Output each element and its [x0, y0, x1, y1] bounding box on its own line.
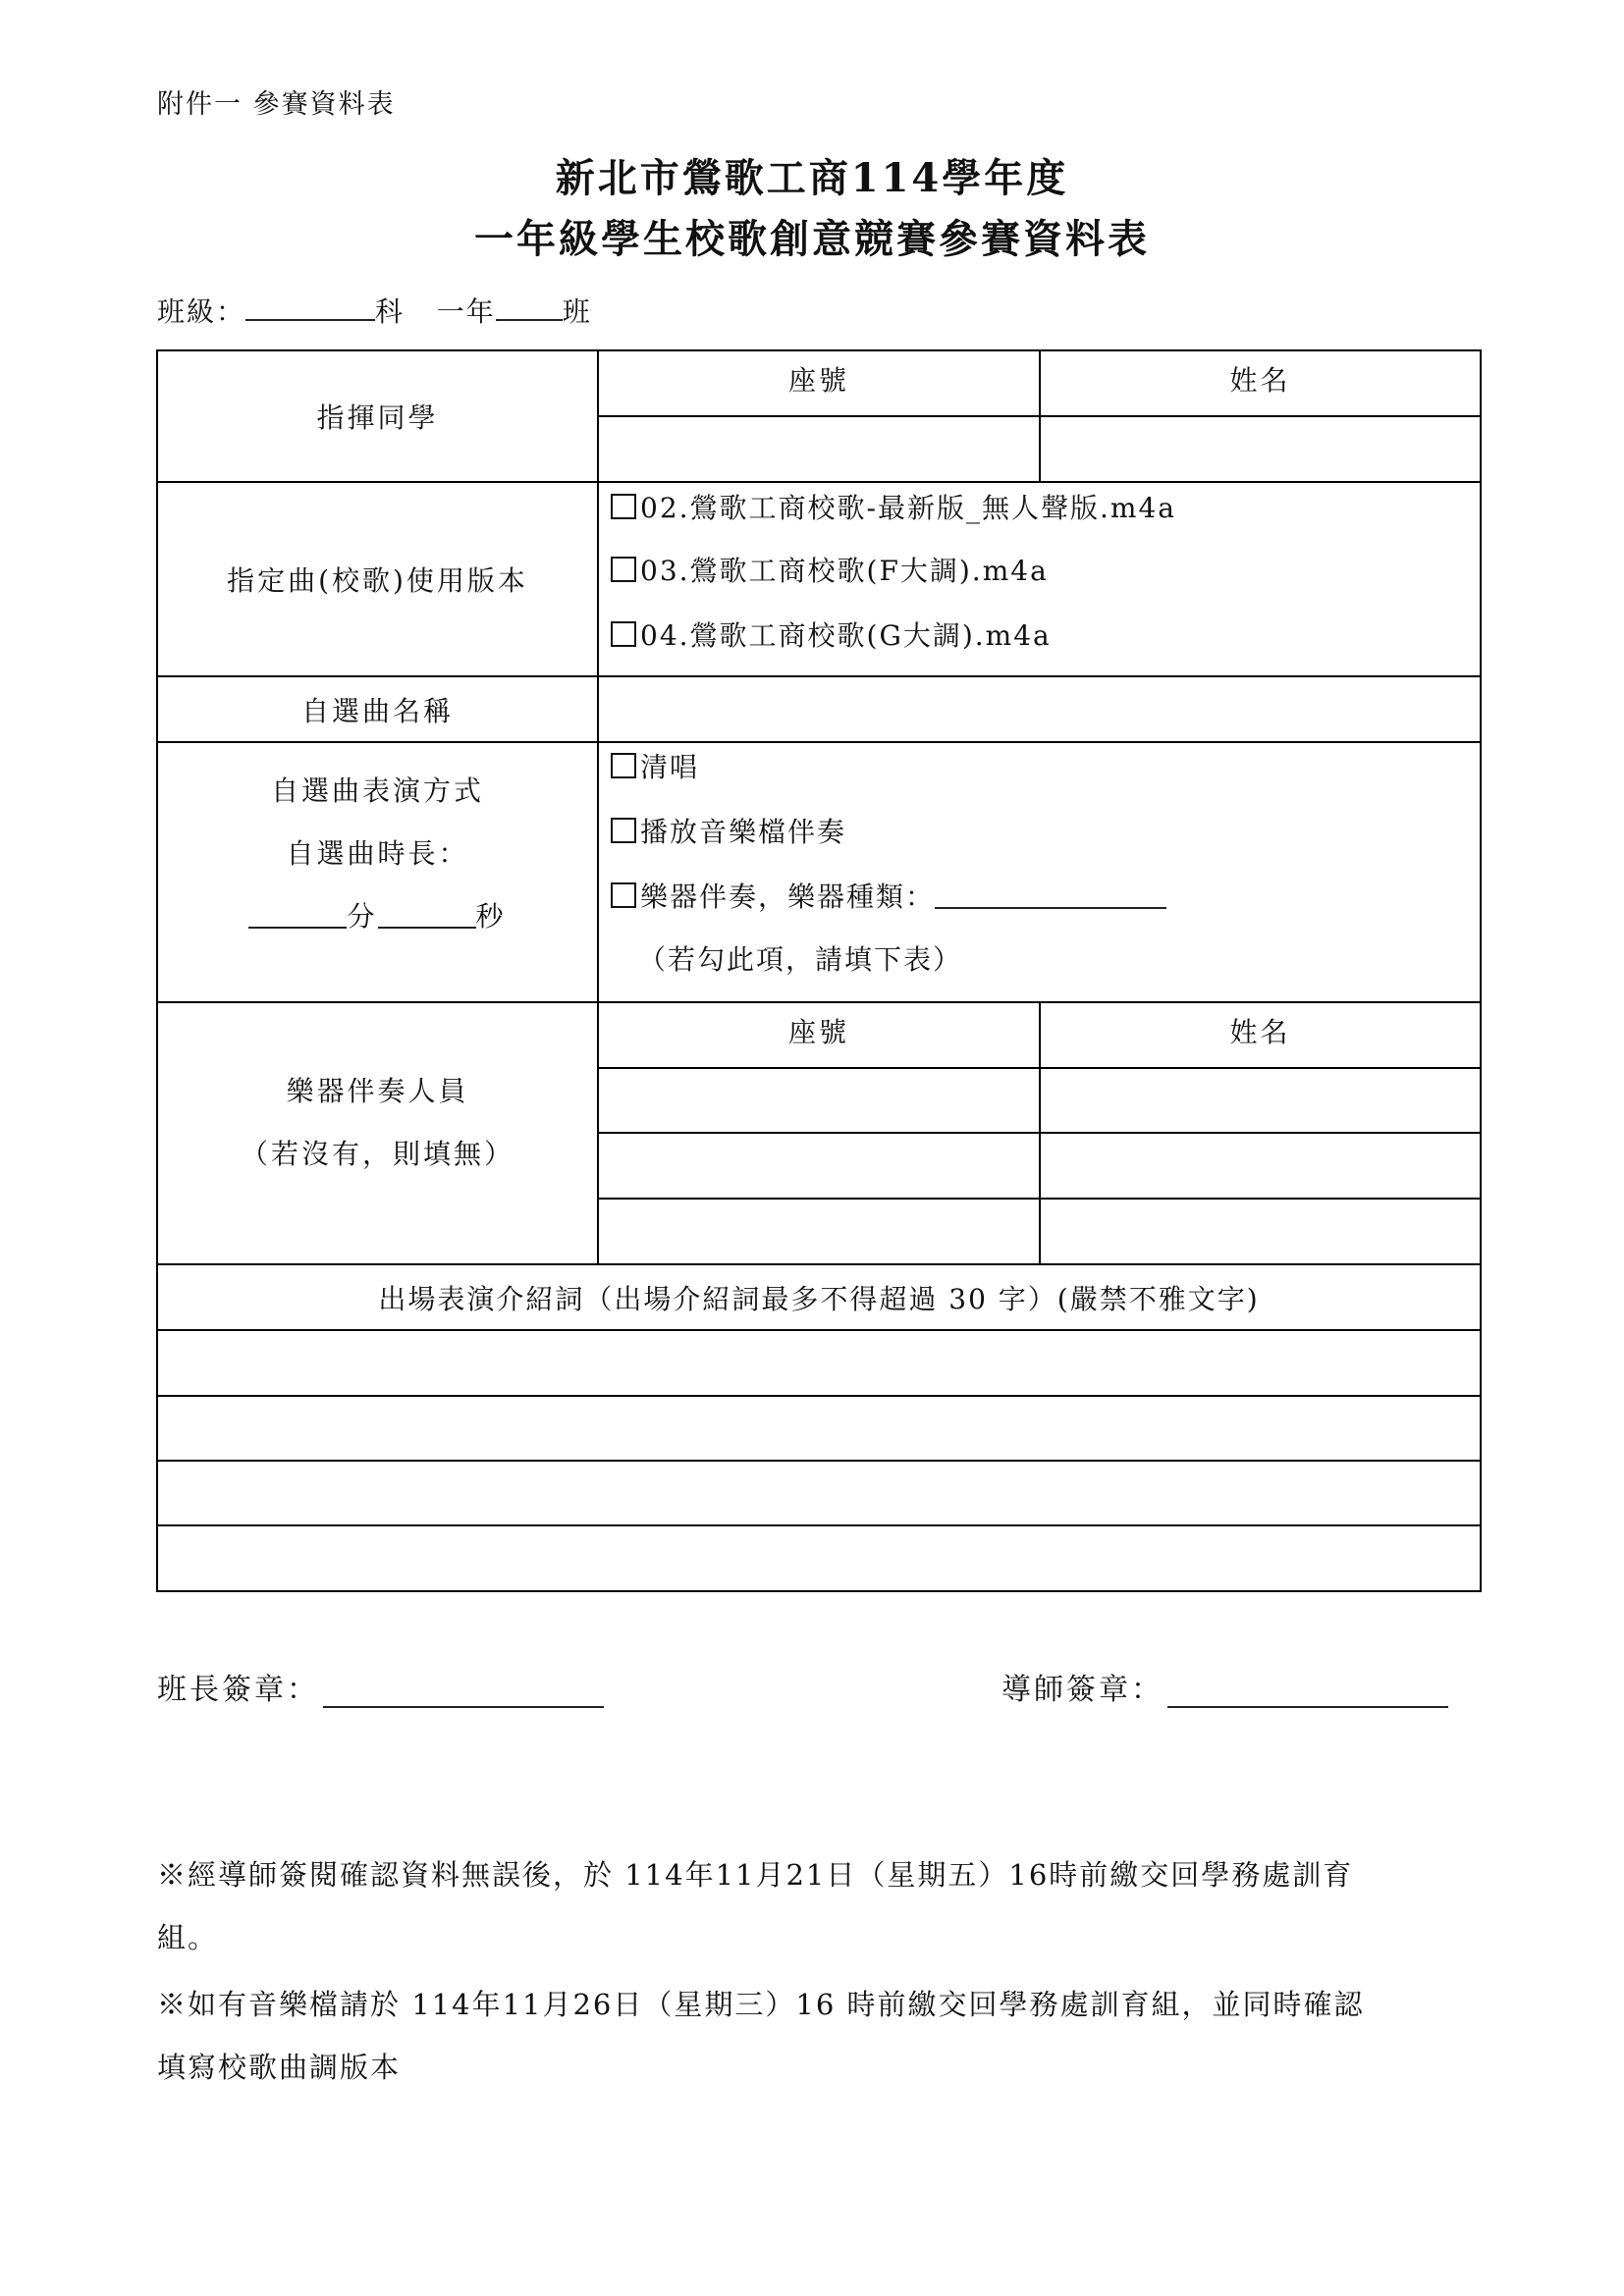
- checkbox-icon[interactable]: [611, 818, 636, 843]
- dept-blank[interactable]: [245, 294, 375, 321]
- performance-option-music-file-label: 播放音樂檔伴奏: [640, 816, 847, 848]
- version-option-03[interactable]: [611, 550, 1049, 589]
- note-1-line-2: 組。: [157, 1921, 219, 1954]
- accompanist-name-input-3[interactable]: [1041, 1200, 1480, 1263]
- performance-option-instrument-label: 樂器伴奏，樂器種類：: [640, 881, 936, 913]
- accompanist-note: （若沒有，則填無）: [240, 1138, 514, 1170]
- intro-input-4[interactable]: [158, 1526, 1480, 1590]
- performance-option-a-cappella-label: 清唱: [640, 751, 700, 783]
- checkbox-icon[interactable]: [611, 494, 636, 519]
- accompanist-name-input-2[interactable]: [1041, 1134, 1480, 1198]
- monitor-signature-blank[interactable]: [323, 1681, 604, 1708]
- duration-min-label: 分: [347, 900, 378, 933]
- table-border-bottom: [156, 1590, 1482, 1592]
- teacher-signature-blank[interactable]: [1167, 1681, 1448, 1708]
- checkbox-icon[interactable]: [611, 621, 636, 647]
- performance-option-a-cappella[interactable]: [611, 746, 699, 785]
- grade-label: 一年: [436, 295, 496, 328]
- intro-header: 出場表演介紹詞（出場介紹詞最多不得超過 30 字）(嚴禁不雅文字): [378, 1282, 1260, 1315]
- conductor-name-header: 姓名: [1229, 364, 1291, 397]
- class-suffix: 班: [562, 295, 592, 328]
- accompanist-seat-input-2[interactable]: [599, 1134, 1039, 1198]
- class-line: [157, 291, 592, 330]
- note-1-line-1: ※經導師簽閱確認資料無誤後，於 114年11月21日（星期五）16時前繳交回學務處訓育: [157, 1858, 1354, 1892]
- duration-label: 自選曲時長：: [286, 837, 469, 870]
- version-option-04[interactable]: [611, 614, 1052, 654]
- intro-input-1[interactable]: [158, 1331, 1480, 1395]
- monitor-signature-label: 班長簽章：: [157, 1673, 319, 1707]
- dept-suffix: 科: [375, 295, 406, 328]
- conductor-seat-input[interactable]: [599, 417, 1039, 481]
- conductor-name-input[interactable]: [1041, 417, 1480, 481]
- title-line-1: 新北市鶯歌工商114學年度: [555, 155, 1069, 201]
- duration-sec-label: 秒: [475, 900, 507, 933]
- accompanist-seat-input-3[interactable]: [599, 1200, 1039, 1263]
- duration-seconds-blank[interactable]: [378, 901, 476, 929]
- class-blank[interactable]: [496, 294, 563, 321]
- performance-option-music-file[interactable]: [611, 811, 846, 850]
- duration-minutes-blank[interactable]: [248, 901, 347, 929]
- instrument-type-blank[interactable]: [935, 881, 1166, 909]
- conductor-seat-header: 座號: [787, 364, 849, 397]
- conductor-label: 指揮同學: [316, 401, 439, 434]
- annex-label: 附件一 參賽資料表: [157, 89, 396, 120]
- class-label: 班級：: [157, 295, 246, 328]
- accompanist-seat-input-1[interactable]: [599, 1069, 1039, 1132]
- teacher-signature: [1001, 1665, 1448, 1708]
- accompanist-name-input-1[interactable]: [1041, 1069, 1480, 1132]
- note-2-line-1: ※如有音樂檔請於 114年11月26日（星期三）16 時前繳交回學務處訓育組，並同時確認: [157, 1988, 1365, 2021]
- table-border-right: [1480, 349, 1482, 1592]
- performance-label: 自選曲表演方式: [270, 774, 484, 807]
- duration-fields: [158, 893, 597, 936]
- intro-input-2[interactable]: [158, 1397, 1480, 1460]
- accompanist-name-header: 姓名: [1229, 1016, 1291, 1048]
- free-song-name-input[interactable]: [599, 677, 1480, 741]
- teacher-signature-label: 導師簽章：: [1001, 1673, 1164, 1707]
- version-option-02-label: 02.鶯歌工商校歌-最新版_無人聲版.m4a: [640, 492, 1176, 524]
- note-2-line-2: 填寫校歌曲調版本: [157, 2051, 402, 2084]
- accompanist-seat-header: 座號: [787, 1016, 849, 1048]
- performance-option-instrument[interactable]: [611, 876, 1166, 915]
- version-option-03-label: 03.鶯歌工商校歌(F大調).m4a: [640, 555, 1049, 587]
- monitor-signature: [157, 1665, 604, 1708]
- version-label: 指定曲(校歌)使用版本: [227, 564, 528, 597]
- performance-note: （若勾此項，請填下表）: [638, 943, 963, 976]
- version-option-04-label: 04.鶯歌工商校歌(G大調).m4a: [640, 619, 1052, 652]
- version-option-02[interactable]: [611, 487, 1176, 526]
- divider-songname-bottom: [156, 741, 1482, 743]
- intro-input-3[interactable]: [158, 1462, 1480, 1524]
- checkbox-icon[interactable]: [611, 753, 636, 778]
- checkbox-icon[interactable]: [611, 882, 636, 908]
- title-line-2: 一年級學生校歌創意競賽參賽資料表: [474, 216, 1150, 262]
- free-song-name-label: 自選曲名稱: [300, 694, 454, 727]
- accompanist-label: 樂器伴奏人員: [286, 1075, 469, 1107]
- checkbox-icon[interactable]: [611, 557, 636, 582]
